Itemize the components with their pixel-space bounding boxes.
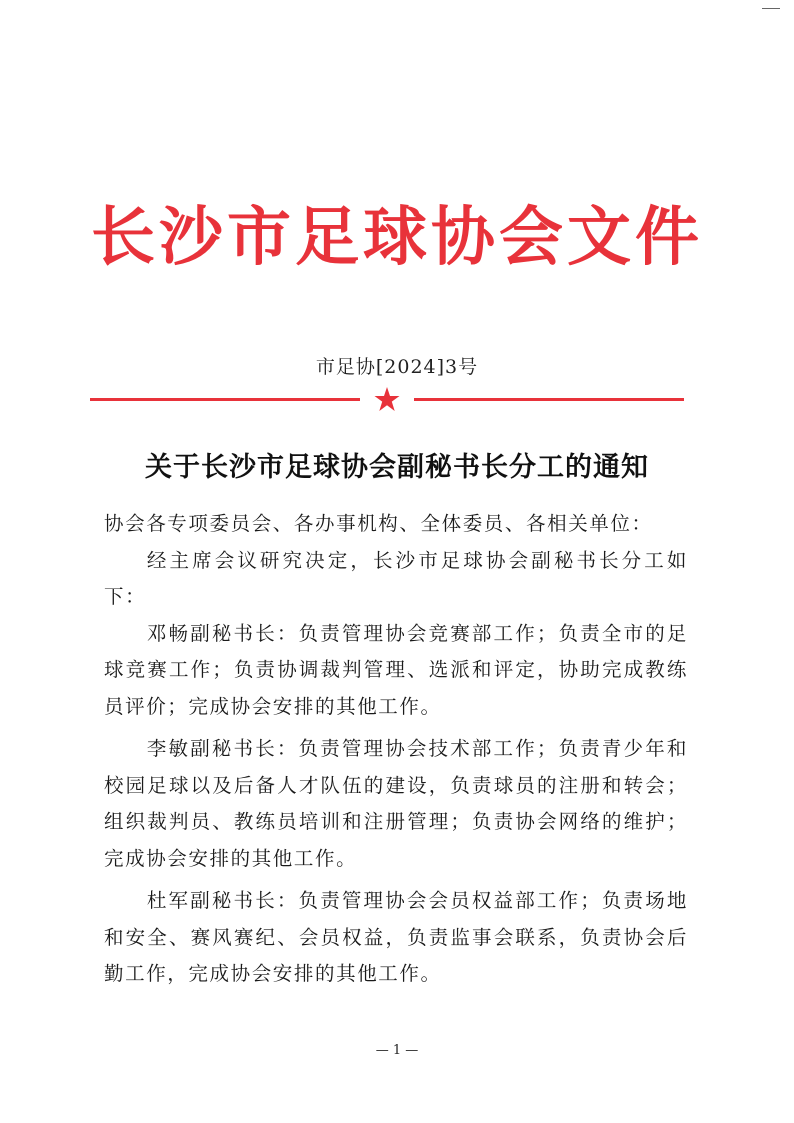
red-rule-right (414, 398, 684, 401)
star-icon (374, 386, 400, 412)
document-body (104, 506, 688, 993)
body-paragraph: 经主席会议研究决定，长沙市足球协会副秘书长分工如下： (104, 548, 688, 608)
scan-corner-mark (762, 8, 780, 9)
body-paragraph: 邓畅副秘书长：负责管理协会竞赛部工作；负责全市的足球竞赛工作；负责协调裁判管理、选派和评定，协助完成教练员评价；完成协会安排的其他工作。 (104, 621, 688, 718)
page-number: — 1 — (375, 1043, 419, 1058)
body-paragraph: 李敏副秘书长：负责管理协会技术部工作；负责青少年和校园足球以及后备人才队伍的建设，负责球员的注册和转会；组织裁判员、教练员培训和注册管理；负责协会网络的维护；完成协会安排的其他工作。 (104, 737, 688, 870)
notice-title: 关于长沙市足球协会副秘书长分工的通知 (145, 452, 649, 483)
salutation: 协会各专项委员会、各办事机构、全体委员、各相关单位： (104, 512, 653, 535)
header-title: 长沙市足球协会文件 (91, 200, 703, 275)
body-paragraph: 杜军副秘书长：负责管理协会会员权益部工作；负责场地和安全、赛风赛纪、会员权益，负责监事会联系，负责协会后勤工作，完成协会安排的其他工作。 (104, 889, 688, 985)
document-number: 市足协[2024]3号 (315, 356, 479, 378)
red-rule-left (90, 398, 360, 401)
